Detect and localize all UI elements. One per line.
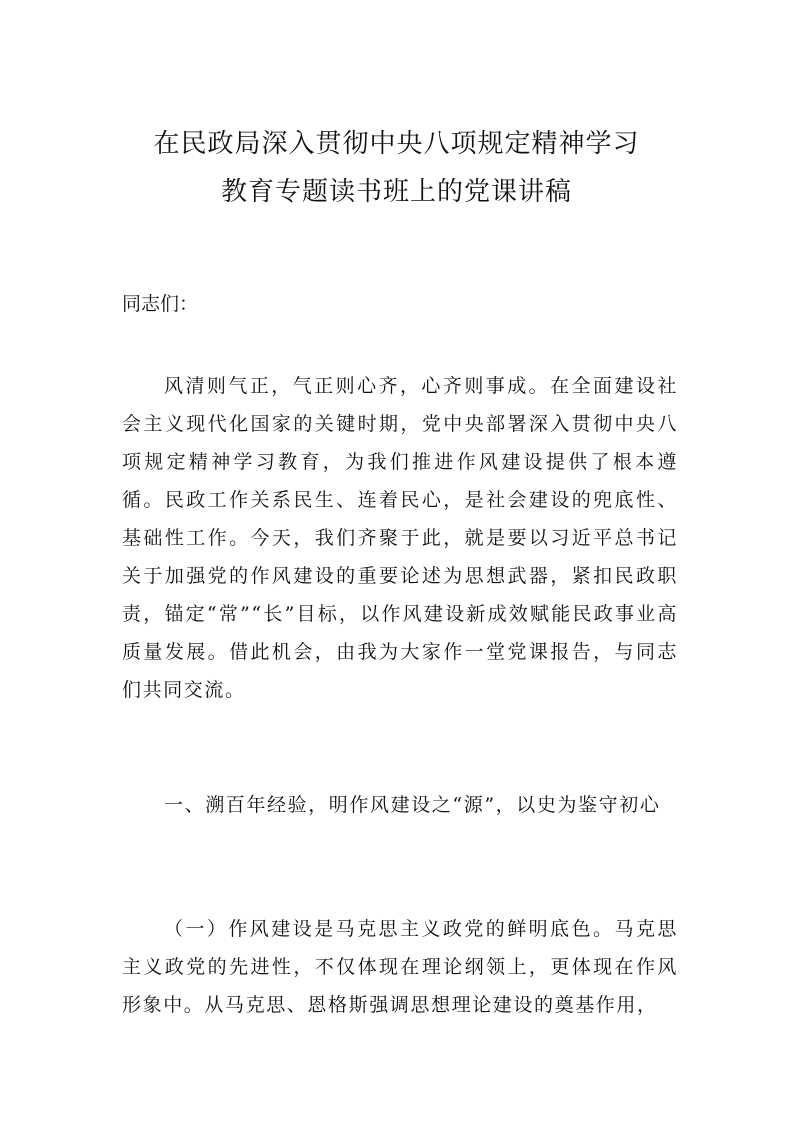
document-title-line-1: 在民政局深入贯彻中央八项规定精神学习 (153, 129, 640, 159)
greeting: 同志们： (122, 293, 199, 315)
section-heading-1: 一、溯百年经验，明作风建设之“源”，以史为鉴守初心 (164, 794, 661, 816)
document-title-line-2: 教育专题读书班上的党课讲稿 (220, 177, 572, 207)
paragraph-section-1-1: （一）作风建设是马克思主义政党的鲜明底色。马克思主义政党的先进性，不仅体现在理论纲领上，更体现在作风形象中。从马克思、恩格斯强调思想理论建设的奠基作用， (122, 918, 678, 1016)
paragraph-intro: 风清则气正，气正则心齐，心齐则事成。在全面建设社会主义现代化国家的关键时期，党中央部署深入贯彻中央八项规定精神学习教育，为我们推进作风建设提供了根本遵循。民政工作关系民生、连着民心，是社会建设的兜底性、基础性工作。今天，我们齐聚于此，就是要以习近平总书记关于加强党的作风建设的重要论述为思想武器，紧扣民政职责，锚定“常”“长”目标，以作风建设新成效赋能民政事业高质量发展。借此机会，由我为大家作一堂党课报告，与同志们共同交流。 (122, 375, 678, 701)
